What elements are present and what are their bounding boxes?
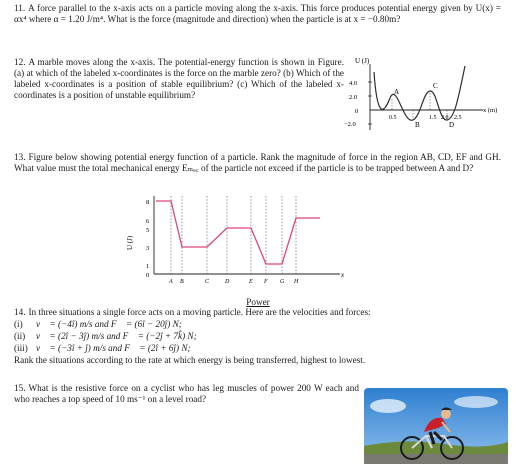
rank-instruction: Rank the situations according to the rate at which energy is being transferred, highest to lowest. bbox=[14, 355, 366, 365]
y-tick: 8 bbox=[146, 199, 150, 206]
energy-plot bbox=[156, 201, 320, 264]
question-text: In three situations a single force acts on a moving particle. Here are the velocities and forces: bbox=[28, 307, 371, 317]
point-label-c: C bbox=[433, 82, 438, 90]
question-number: 11. bbox=[14, 3, 26, 13]
question-14 bbox=[14, 307, 501, 318]
situation-1 bbox=[14, 319, 501, 330]
point-label-b: B bbox=[415, 121, 420, 129]
point-label-a: A bbox=[394, 88, 400, 96]
question-number: 13. bbox=[14, 152, 26, 162]
situation-3 bbox=[14, 343, 501, 354]
question-13 bbox=[14, 152, 501, 174]
x-label-d: D bbox=[225, 279, 230, 285]
question-text: What is the resistive force on a cyclist who has leg muscles of power 200 W each and who reaches a top speed of 10 ms⁻¹ on a level road? bbox=[14, 383, 359, 404]
situation-2 bbox=[14, 331, 501, 342]
question-text: A marble moves along the x-axis. The potential-energy function is shown in Figure. (a) at which of the labeled x-coordinates is the force on the marble zero? (b) Which of the labeled x-coordinates is a position of stable equilibrium? (c) Which of the labeled x-coordinates is a position of unstable equilibrium? bbox=[14, 57, 344, 100]
x-label-e: E bbox=[249, 279, 253, 285]
situation-text: v⃗ = (−4î) m/s and F⃗ = (6î − 20ĵ) N; bbox=[36, 319, 182, 329]
y-tick: −2.0 bbox=[344, 121, 356, 128]
x-axis-label: x (m) bbox=[483, 107, 498, 114]
x-label-f: F bbox=[264, 279, 268, 285]
x-tick: 1.5 bbox=[429, 115, 437, 121]
y-tick: 3 bbox=[146, 245, 150, 252]
y-tick: 4.0 bbox=[349, 80, 358, 87]
section-heading-power: Power bbox=[246, 297, 270, 307]
question-number: 15. bbox=[14, 383, 26, 393]
y-tick: 0 bbox=[355, 108, 359, 115]
x-axis-label: x bbox=[341, 271, 345, 279]
question-number: 12. bbox=[14, 57, 26, 67]
potential-curve bbox=[374, 66, 465, 120]
x-label-h: H bbox=[294, 279, 299, 285]
situation-text: v⃗ = (2î − 3ĵ) m/s and F⃗ = (−2ĵ + 7k̂) N; bbox=[36, 331, 197, 341]
y-axis-label: U (J) bbox=[126, 235, 134, 250]
x-tick: 0.5 bbox=[389, 115, 397, 121]
x-tick: 2.5 bbox=[454, 115, 462, 121]
point-label-d: D bbox=[449, 121, 455, 129]
x-label-g: G bbox=[280, 279, 285, 285]
question-11 bbox=[14, 3, 501, 25]
y-axis-label: U (J) bbox=[355, 57, 370, 65]
question-text: A force parallel to the x-axis acts on a particle moving along the x-axis. This force produces potential energy given by U(x) = αx⁴ where α = 1.20 J/m⁴. What is the force (magnitude and direction) when the particle is at x = −0.80m? bbox=[14, 3, 501, 24]
situation-label: (ii) bbox=[14, 331, 26, 341]
question-12 bbox=[14, 57, 344, 101]
y-tick: 1 bbox=[146, 263, 150, 270]
y-tick: 5 bbox=[146, 227, 150, 234]
x-label-b: B bbox=[180, 279, 184, 285]
y-tick: 2.0 bbox=[349, 94, 358, 101]
situation-text: v⃗ = (−3î + ĵ) m/s and F⃗ = (2î + 6ĵ) N; bbox=[36, 343, 191, 353]
potential-energy-graph-q13 bbox=[120, 190, 360, 290]
y-tick: 0 bbox=[146, 272, 150, 279]
question-number: 14. bbox=[14, 307, 26, 317]
y-tick: 6 bbox=[146, 218, 150, 225]
potential-energy-graph-q12 bbox=[343, 54, 503, 144]
x-label-c: C bbox=[205, 279, 210, 285]
x-tick: 2.0 bbox=[441, 115, 449, 121]
x-label-a: A bbox=[169, 279, 173, 285]
cyclist-photo bbox=[364, 388, 508, 464]
question-15 bbox=[14, 383, 359, 405]
question-text: Figure below showing potential energy function of a particle. Rank the magnitude of force in the region AB, CD, EF and GH. What value must the total mechanical energy Eₘₑ꜀ of the particle not exceed if the particle is to be trapped between A and D? bbox=[14, 152, 501, 173]
situation-label: (iii) bbox=[14, 343, 28, 353]
situation-label: (i) bbox=[14, 319, 23, 329]
